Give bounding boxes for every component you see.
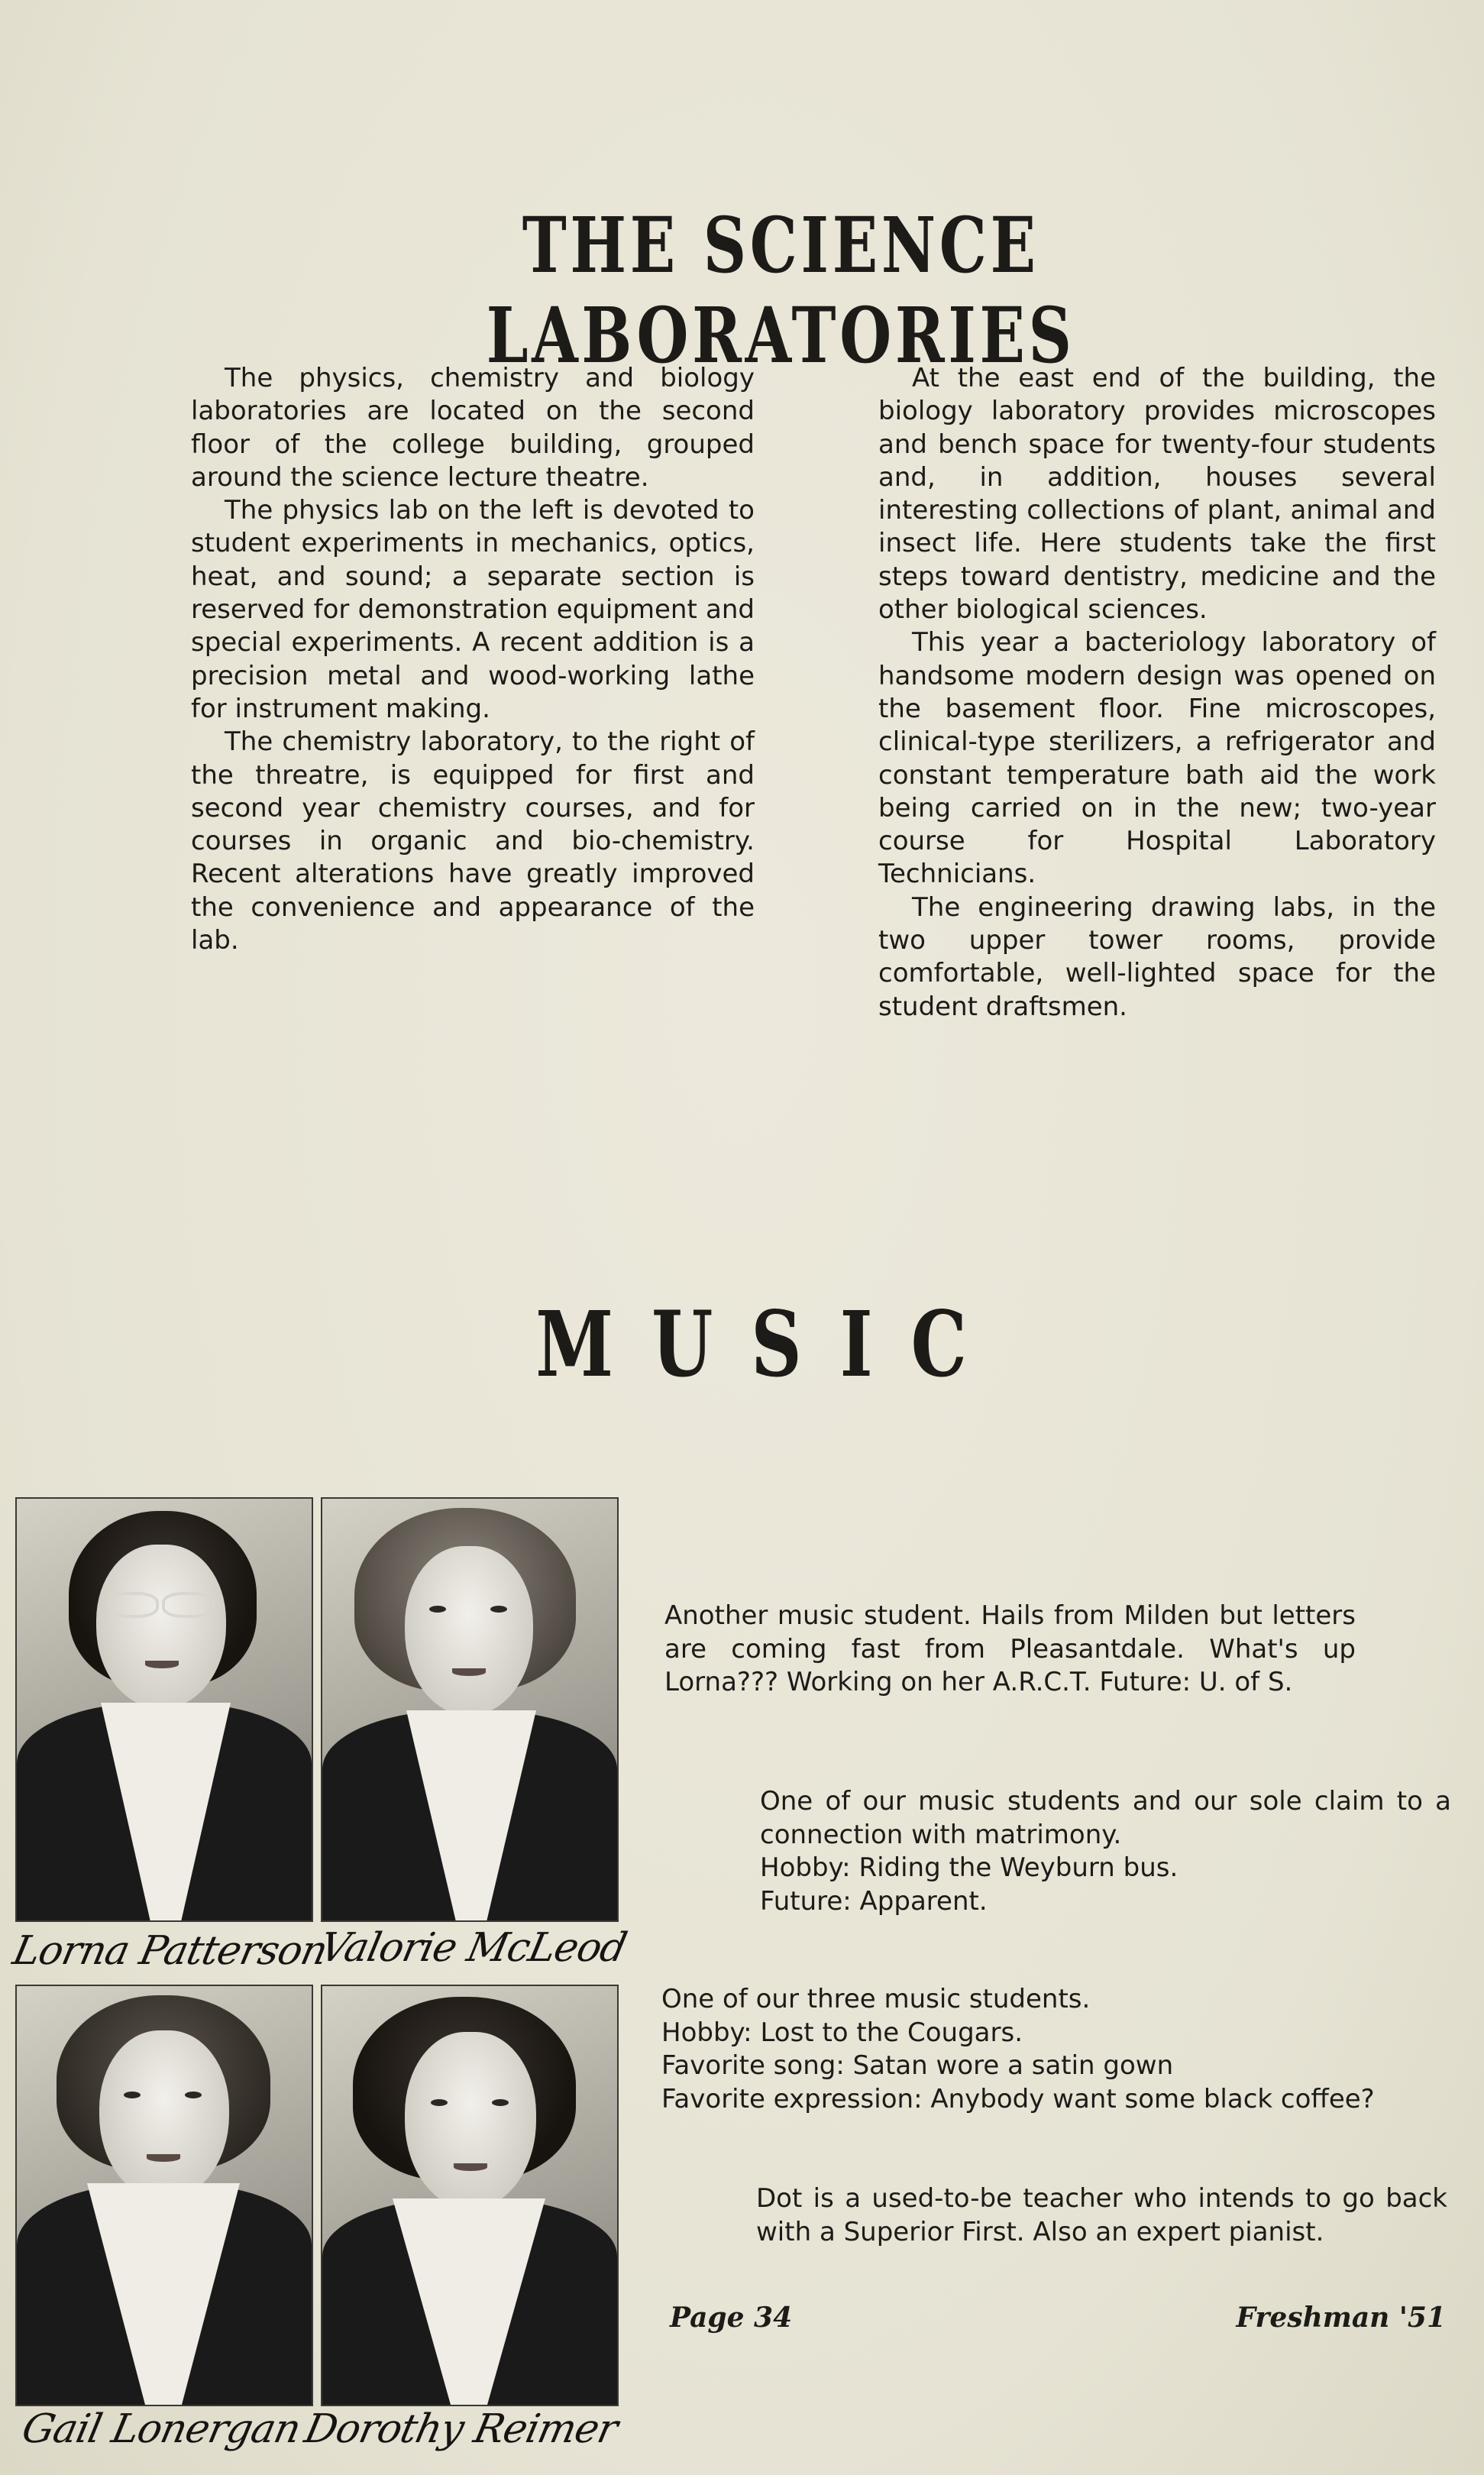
portrait-photo-valorie <box>321 1497 619 1922</box>
bio-text: Another music student. Hails from Milden but letters are coming fast from Pleasantdale. What's up Lorna??? Working on her A.R.C.T. Future: U. of S. <box>664 1600 1356 1697</box>
portrait-photo-dorothy <box>321 1985 619 2406</box>
bio-favorite-song: Favorite song: Satan wore a satin gown <box>661 2050 1174 2081</box>
page-number: Page 34 <box>670 2302 793 2334</box>
paragraph-lab-location: The physics, chemistry and biology laboratories are located on the second floor of the college building, grouped around the science lecture theatre. <box>191 363 755 493</box>
bio-future: Future: Apparent. <box>760 1885 988 1917</box>
bio-hobby: Hobby: Riding the Weyburn bus. <box>760 1852 1178 1883</box>
science-left-column <box>191 362 755 957</box>
bio-text: One of our three music students. <box>661 1984 1091 2014</box>
bio-valorie <box>760 1785 1451 1918</box>
signature-dorothy-reimer: Dorothy Reimer <box>300 2406 622 2452</box>
bio-text: Dot is a used-to-be teacher who intends to go back with a Superior First. Also an expert pianist. <box>756 2183 1447 2247</box>
paragraph-chemistry-lab: The chemistry laboratory, to the right of the threatre, is equipped for first and second year chemistry courses, and for courses in organic and bio-chemistry. Recent alterations have greatly improved the convenience and appearance of the lab. <box>191 726 755 956</box>
signature-gail-lonergan: Gail Lonergan <box>18 2406 305 2452</box>
science-laboratories-title: THE SCIENCE LABORATORIES <box>486 200 1075 380</box>
paragraph-drawing-labs: The engineering drawing labs, in the two upper tower rooms, provide comfortable, well-lighted space for the student draftsmen. <box>878 891 1436 1022</box>
bio-hobby: Hobby: Lost to the Cougars. <box>661 2017 1023 2048</box>
portrait-photo-lorna <box>15 1497 313 1922</box>
bio-lorna <box>664 1600 1356 1700</box>
signature-lorna-patterson: Lorna Patterson <box>8 1928 331 1974</box>
paragraph-bacteriology-lab: This year a bacteriology laboratory of handsome modern design was opened on the basement floor. Fine microscopes, clinical-type sterilizers, a refrigerator and constant temperature bath aid the work being carried on in the new; two-year course for Hospital Laboratory Technicians. <box>878 627 1436 890</box>
bio-text: One of our music students and our sole claim to a connection with matrimony. <box>760 1786 1451 1850</box>
signature-valorie-mcleod: Valorie McLeod <box>315 1925 631 1971</box>
publication-name: Freshman '51 <box>1236 2302 1446 2334</box>
paragraph-biology-lab: At the east end of the building, the biology laboratory provides microscopes and bench space for twenty-four students and, in addition, houses several interesting collections of plant, animal and insect life. Here students take the first steps toward dentistry, medicine and the other biological sciences. <box>878 363 1436 626</box>
paragraph-physics-lab: The physics lab on the left is devoted to student experiments in mechanics, optics, heat, and sound; a separate section is reserved for demonstration equipment and special experiments. A recent addition is a precision metal and wood-working lathe for instrument making. <box>191 495 755 724</box>
bio-favorite-expression: Favorite expression: Anybody want some black coffee? <box>661 2083 1375 2114</box>
science-right-column <box>878 362 1436 1024</box>
bio-dorothy <box>756 2182 1447 2249</box>
bio-gail <box>661 1983 1425 2116</box>
portrait-photo-gail <box>15 1985 313 2406</box>
music-title: MUSIC <box>535 1291 1005 1397</box>
